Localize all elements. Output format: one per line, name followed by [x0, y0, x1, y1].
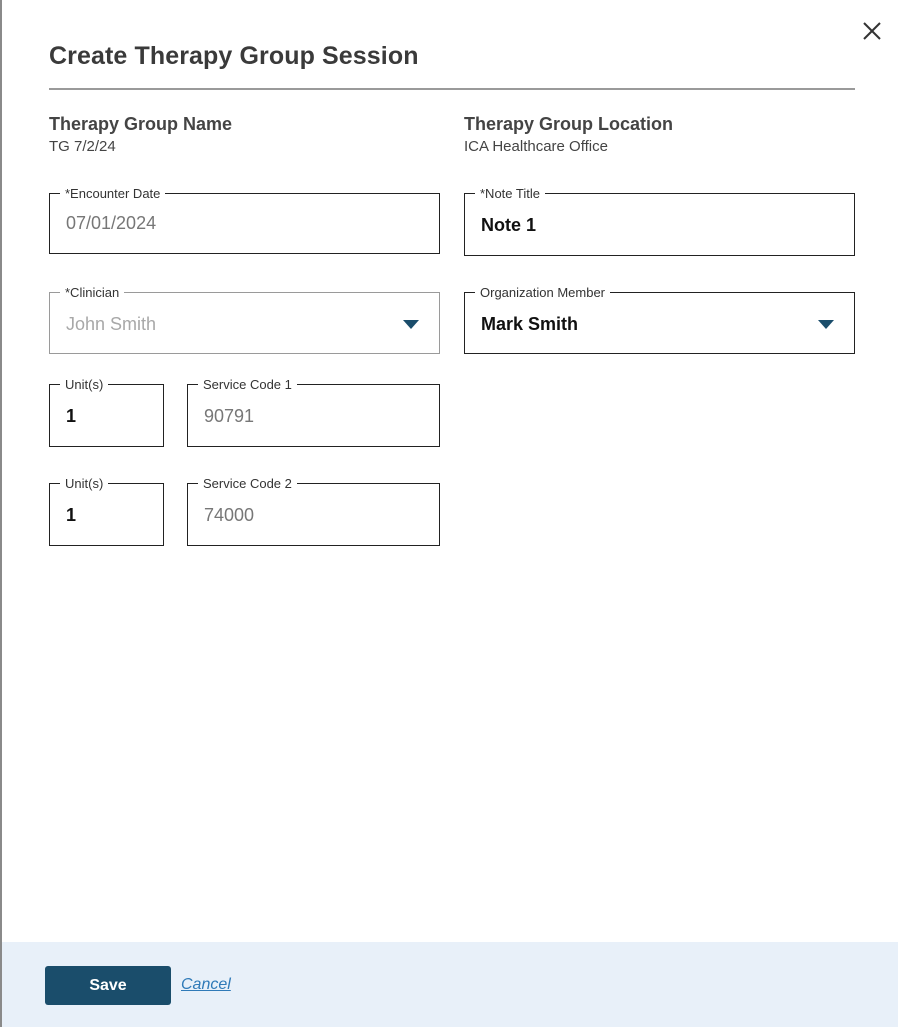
therapy-group-location-label: Therapy Group Location: [464, 114, 674, 134]
units-value-2: 1: [66, 505, 77, 525]
organization-member-select[interactable]: [464, 285, 855, 354]
therapy-group-name-label: Therapy Group Name: [49, 114, 233, 134]
dialog-title: Create Therapy Group Session: [49, 42, 419, 70]
clinician-select[interactable]: [49, 285, 440, 354]
organization-member-label: Organization Member: [475, 285, 610, 300]
service-code-1-label: Service Code 1: [198, 377, 297, 392]
title-divider: [49, 88, 855, 90]
service-code-2-input[interactable]: [187, 476, 440, 546]
therapy-group-name-value: TG 7/2/24: [49, 138, 116, 155]
encounter-date-label: *Encounter Date: [60, 186, 165, 201]
clinician-label: *Clinician: [60, 285, 124, 300]
note-title-label: *Note Title: [475, 186, 545, 201]
clinician-value: John Smith: [66, 314, 157, 334]
close-button[interactable]: [860, 19, 884, 43]
units-label-1: Unit(s): [60, 377, 108, 392]
units-label-2: Unit(s): [60, 476, 108, 491]
note-title-field[interactable]: [464, 186, 855, 256]
units-input-1[interactable]: [49, 377, 164, 447]
close-icon: [860, 19, 884, 43]
service-code-2-value: 74000: [204, 505, 255, 525]
service-code-1-value: 90791: [204, 406, 255, 426]
encounter-date-value: 07/01/2024: [66, 213, 157, 233]
service-code-2-label: Service Code 2: [198, 476, 297, 491]
service-code-1-input[interactable]: [187, 377, 440, 447]
chevron-down-icon: [818, 320, 834, 329]
encounter-date-field[interactable]: [49, 186, 440, 254]
cancel-link[interactable]: Cancel: [181, 976, 231, 993]
chevron-down-icon: [403, 320, 419, 329]
organization-member-value: Mark Smith: [481, 314, 579, 334]
save-button[interactable]: Save: [45, 966, 171, 1005]
units-input-2[interactable]: [49, 476, 164, 546]
therapy-group-location-value: ICA Healthcare Office: [464, 138, 608, 155]
units-value-1: 1: [66, 406, 77, 426]
note-title-value: Note 1: [481, 215, 537, 235]
left-edge-divider: [0, 0, 2, 1027]
